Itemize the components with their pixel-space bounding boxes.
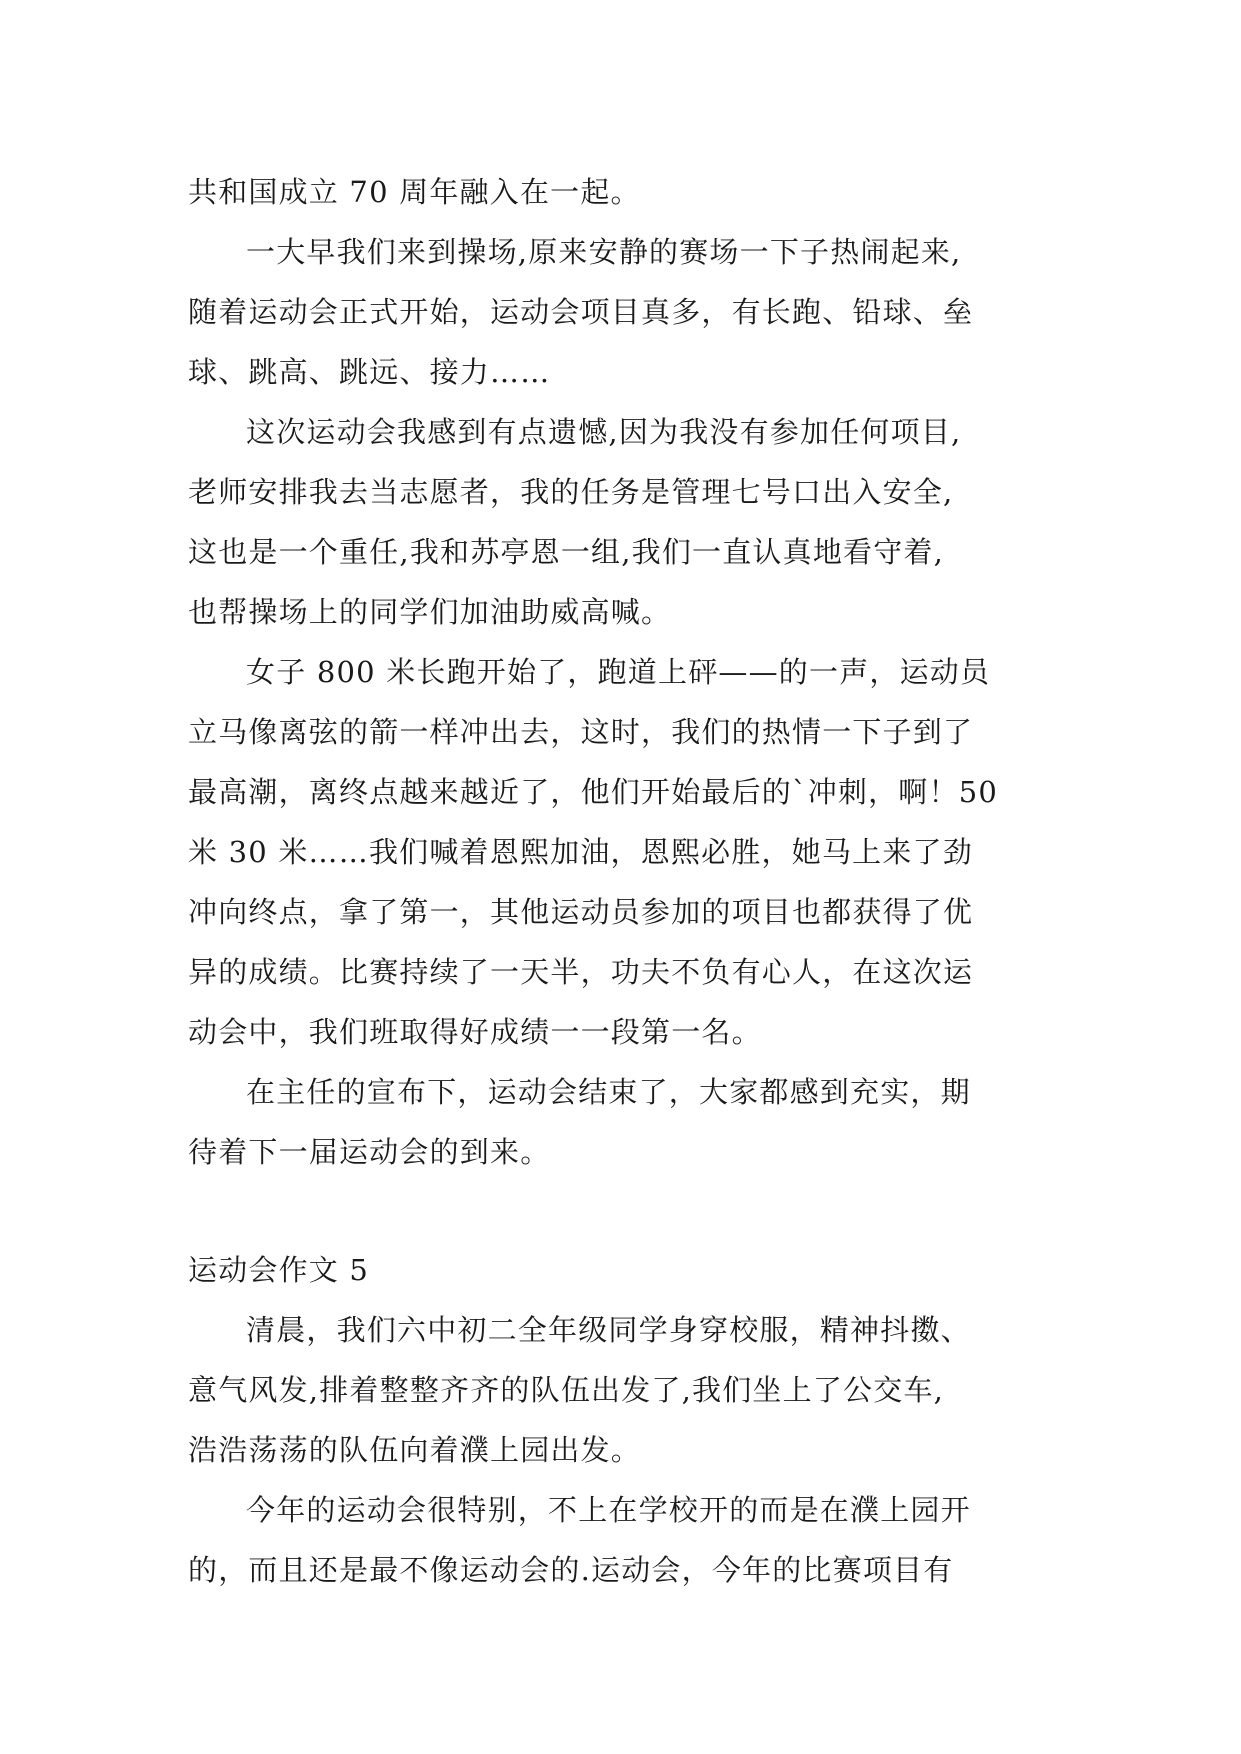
- essay-text: [188, 162, 1068, 1600]
- text-line: 米 30 米……我们喊着恩熙加油，恩熙必胜，她马上来了劲: [188, 835, 973, 869]
- text-line: 浩浩荡荡的队伍向着濮上园出发。: [188, 1433, 642, 1467]
- text-line: 动会中，我们班取得好成绩一一段第一名。: [188, 1015, 762, 1049]
- text-line: 待着下一届运动会的到来。: [188, 1135, 551, 1169]
- text-line: 最高潮，离终点越来越近了，他们开始最后的`冲刺，啊！50: [188, 775, 999, 809]
- paragraph-start-line: 在主任的宣布下，运动会结束了，大家都感到充实，期: [246, 1075, 971, 1109]
- section-gap: [188, 1182, 1068, 1240]
- text-line: 的，而且还是最不像运动会的.运动会，今年的比赛项目有: [188, 1553, 954, 1587]
- text-line: 异的成绩。比赛持续了一天半，功夫不负有心人，在这次运: [188, 955, 974, 989]
- paragraph-start-line: 一大早我们来到操场,原来安静的赛场一下子热闹起来,: [246, 235, 962, 269]
- section-heading: 运动会作文 5: [188, 1253, 370, 1287]
- paragraph-start-line: 清晨，我们六中初二全年级同学身穿校服，精神抖擞、: [246, 1313, 971, 1347]
- text-line: 共和国成立 70 周年融入在一起。: [188, 175, 641, 209]
- paragraph-start-line: 今年的运动会很特别，不上在学校开的而是在濮上园开: [246, 1493, 971, 1527]
- paragraph-start-line: 这次运动会我感到有点遗憾,因为我没有参加任何项目,: [246, 415, 962, 449]
- text-line: 立马像离弦的箭一样冲出去，这时，我们的热情一下子到了: [188, 715, 974, 749]
- text-line: 冲向终点，拿了第一，其他运动员参加的项目也都获得了优: [188, 895, 974, 929]
- text-line: 球、跳高、跳远、接力……: [188, 355, 551, 389]
- text-line: 随着运动会正式开始，运动会项目真多，有长跑、铅球、垒: [188, 295, 974, 329]
- text-line: 老师安排我去当志愿者，我的任务是管理七号口出入安全,: [188, 475, 954, 509]
- text-line: 这也是一个重任,我和苏亭恩一组,我们一直认真地看守着,: [188, 535, 945, 569]
- paragraph-start-line: 女子 800 米长跑开始了，跑道上砰——的一声，运动员: [246, 655, 991, 689]
- text-line: 也帮操场上的同学们加油助威高喊。: [188, 595, 672, 629]
- text-line: 意气风发,排着整整齐齐的队伍出发了,我们坐上了公交车,: [188, 1373, 945, 1407]
